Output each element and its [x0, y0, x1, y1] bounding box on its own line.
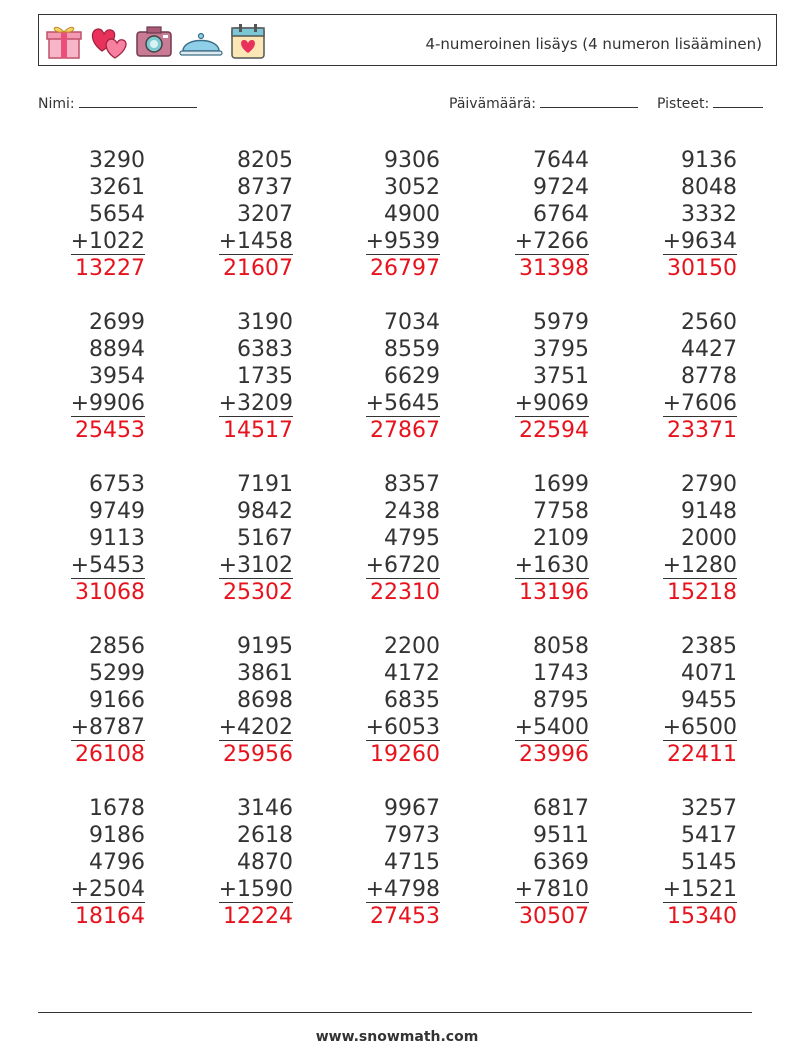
- answer: 14517: [223, 418, 293, 443]
- answer: 31068: [75, 580, 145, 605]
- addend-1: 2790: [681, 472, 737, 497]
- addend-2: 9749: [89, 499, 145, 524]
- addend-2: 8048: [681, 175, 737, 200]
- addend-4: +8787: [70, 715, 145, 740]
- addend-4: +1458: [218, 229, 293, 254]
- addend-2: 9148: [681, 499, 737, 524]
- date-label: Päivämäärä:: [449, 96, 536, 112]
- addend-4-row: [340, 876, 440, 903]
- addition-problem: [340, 471, 440, 606]
- score-field: [657, 93, 763, 112]
- addend-3: 9455: [681, 688, 737, 713]
- addend-3: 3207: [237, 202, 293, 227]
- addend-3: 3954: [89, 364, 145, 389]
- addend-3: 6764: [533, 202, 589, 227]
- addend-4-row: [45, 876, 145, 903]
- addition-problem: [193, 471, 293, 606]
- addend-1: 3290: [89, 148, 145, 173]
- answer: 25453: [75, 418, 145, 443]
- name-field: [38, 93, 197, 112]
- answer: 26797: [370, 256, 440, 281]
- addend-1: 7191: [237, 472, 293, 497]
- addend-4: +6053: [365, 715, 440, 740]
- addend-1: 8357: [384, 472, 440, 497]
- answer: 21607: [223, 256, 293, 281]
- answer: 30150: [667, 256, 737, 281]
- addend-2: 4172: [384, 661, 440, 686]
- addend-1: 2560: [681, 310, 737, 335]
- footer-site: www.snowmath.com: [315, 1029, 479, 1045]
- addend-4: +9069: [514, 391, 589, 416]
- answer: 19260: [370, 742, 440, 767]
- answer: 27867: [370, 418, 440, 443]
- addend-4-row: [193, 714, 293, 741]
- addend-4-row: [489, 552, 589, 579]
- addition-problem: [45, 309, 145, 444]
- addend-3: 2000: [681, 526, 737, 551]
- name-line: [79, 93, 197, 108]
- addend-1: 6753: [89, 472, 145, 497]
- addition-problem: [340, 309, 440, 444]
- addend-4: +1521: [662, 877, 737, 902]
- answer: 26108: [75, 742, 145, 767]
- addend-1: 8205: [237, 148, 293, 173]
- addend-4-row: [193, 390, 293, 417]
- food-cloche-icon: [178, 21, 224, 61]
- date-line: [540, 93, 638, 108]
- addend-2: 8737: [237, 175, 293, 200]
- addend-2: 6383: [237, 337, 293, 362]
- addend-1: 3257: [681, 796, 737, 821]
- addend-1: 2856: [89, 634, 145, 659]
- addend-4: +3209: [218, 391, 293, 416]
- addition-problem: [45, 795, 145, 930]
- addition-problem: [637, 471, 737, 606]
- addend-3: 4795: [384, 526, 440, 551]
- addend-4: +4798: [365, 877, 440, 902]
- addend-1: 2699: [89, 310, 145, 335]
- answer: 23996: [519, 742, 589, 767]
- addend-4: +9634: [662, 229, 737, 254]
- addend-4-row: [489, 714, 589, 741]
- answer: 25956: [223, 742, 293, 767]
- addend-3: 3751: [533, 364, 589, 389]
- addition-problem: [193, 795, 293, 930]
- addend-2: 3861: [237, 661, 293, 686]
- addition-problem: [340, 147, 440, 282]
- addend-4: +6720: [365, 553, 440, 578]
- addend-2: 9511: [533, 823, 589, 848]
- addend-3: 9166: [89, 688, 145, 713]
- addend-4: +7266: [514, 229, 589, 254]
- addend-1: 9195: [237, 634, 293, 659]
- addition-problem: [489, 309, 589, 444]
- addend-2: 3261: [89, 175, 145, 200]
- addend-2: 2618: [237, 823, 293, 848]
- addend-4-row: [45, 228, 145, 255]
- answer: 22594: [519, 418, 589, 443]
- name-label: Nimi:: [38, 96, 75, 112]
- addend-4: +7810: [514, 877, 589, 902]
- addend-4-row: [489, 228, 589, 255]
- footer-divider: [38, 1012, 752, 1013]
- addend-3: 6629: [384, 364, 440, 389]
- addition-problem: [340, 633, 440, 768]
- addend-3: 8698: [237, 688, 293, 713]
- addend-3: 8778: [681, 364, 737, 389]
- answer: 13196: [519, 580, 589, 605]
- addition-problem: [193, 633, 293, 768]
- addend-4-row: [637, 390, 737, 417]
- addend-4-row: [489, 876, 589, 903]
- addition-problem: [489, 471, 589, 606]
- addend-2: 4071: [681, 661, 737, 686]
- addend-1: 8058: [533, 634, 589, 659]
- addend-1: 9306: [384, 148, 440, 173]
- addend-4: +2504: [70, 877, 145, 902]
- addition-problem: [193, 147, 293, 282]
- addend-3: 5167: [237, 526, 293, 551]
- addend-4-row: [193, 552, 293, 579]
- addend-3: 1735: [237, 364, 293, 389]
- addend-4-row: [193, 228, 293, 255]
- addend-1: 3190: [237, 310, 293, 335]
- addend-4-row: [340, 228, 440, 255]
- addition-problem: [489, 633, 589, 768]
- addend-3: 4900: [384, 202, 440, 227]
- addition-problem: [489, 795, 589, 930]
- header-icons: [44, 19, 268, 63]
- answer: 22310: [370, 580, 440, 605]
- addend-4-row: [637, 714, 737, 741]
- addend-3: 8795: [533, 688, 589, 713]
- addition-problem: [637, 147, 737, 282]
- addition-problem: [45, 633, 145, 768]
- addend-1: 7644: [533, 148, 589, 173]
- header-box: [38, 14, 777, 66]
- addend-4-row: [637, 228, 737, 255]
- addend-2: 3052: [384, 175, 440, 200]
- addition-problem: [637, 633, 737, 768]
- addition-problem: [340, 795, 440, 930]
- worksheet-title: 4-numeroinen lisäys (4 numeron lisääminen): [425, 35, 762, 53]
- addend-4-row: [340, 390, 440, 417]
- addend-4: +1280: [662, 553, 737, 578]
- addend-1: 9136: [681, 148, 737, 173]
- addend-2: 2438: [384, 499, 440, 524]
- addend-2: 8894: [89, 337, 145, 362]
- addend-1: 5979: [533, 310, 589, 335]
- calendar-heart-icon: [228, 21, 268, 61]
- addend-1: 1678: [89, 796, 145, 821]
- addend-4: +1590: [218, 877, 293, 902]
- answer: 12224: [223, 904, 293, 929]
- addend-4: +5400: [514, 715, 589, 740]
- addend-1: 6817: [533, 796, 589, 821]
- answer: 15218: [667, 580, 737, 605]
- addition-problem: [45, 471, 145, 606]
- answer: 31398: [519, 256, 589, 281]
- addend-3: 4715: [384, 850, 440, 875]
- addend-2: 8559: [384, 337, 440, 362]
- addend-3: 4870: [237, 850, 293, 875]
- addition-problem: [45, 147, 145, 282]
- addend-2: 9724: [533, 175, 589, 200]
- addend-2: 7973: [384, 823, 440, 848]
- addend-1: 9967: [384, 796, 440, 821]
- answer: 18164: [75, 904, 145, 929]
- date-field: [449, 93, 638, 112]
- addend-2: 5417: [681, 823, 737, 848]
- answer: 13227: [75, 256, 145, 281]
- addend-4: +5645: [365, 391, 440, 416]
- addend-2: 4427: [681, 337, 737, 362]
- addend-2: 5299: [89, 661, 145, 686]
- addend-4: +7606: [662, 391, 737, 416]
- addend-3: 6369: [533, 850, 589, 875]
- addend-4-row: [193, 876, 293, 903]
- hearts-icon: [88, 21, 130, 61]
- addend-4-row: [340, 552, 440, 579]
- answer: 15340: [667, 904, 737, 929]
- addend-4: +1022: [70, 229, 145, 254]
- addend-4-row: [45, 390, 145, 417]
- addend-3: 5654: [89, 202, 145, 227]
- answer: 22411: [667, 742, 737, 767]
- addend-3: 3332: [681, 202, 737, 227]
- addend-3: 6835: [384, 688, 440, 713]
- addition-problem: [637, 795, 737, 930]
- addend-4-row: [45, 552, 145, 579]
- addend-3: 5145: [681, 850, 737, 875]
- addend-3: 4796: [89, 850, 145, 875]
- addend-1: 2385: [681, 634, 737, 659]
- addend-4-row: [489, 390, 589, 417]
- answer: 25302: [223, 580, 293, 605]
- addend-1: 3146: [237, 796, 293, 821]
- addend-4: +9539: [365, 229, 440, 254]
- addend-1: 1699: [533, 472, 589, 497]
- addition-problem: [193, 309, 293, 444]
- addend-4: +4202: [218, 715, 293, 740]
- camera-icon: [134, 21, 174, 61]
- addend-1: 7034: [384, 310, 440, 335]
- addend-1: 2200: [384, 634, 440, 659]
- addend-4: +1630: [514, 553, 589, 578]
- addition-problem: [489, 147, 589, 282]
- gift-icon: [44, 21, 84, 61]
- answer: 30507: [519, 904, 589, 929]
- addition-problem: [637, 309, 737, 444]
- score-line: [713, 93, 763, 108]
- score-label: Pisteet:: [657, 96, 710, 112]
- addend-4: +5453: [70, 553, 145, 578]
- addend-4: +9906: [70, 391, 145, 416]
- addend-2: 3795: [533, 337, 589, 362]
- addend-2: 7758: [533, 499, 589, 524]
- addend-2: 1743: [533, 661, 589, 686]
- addend-2: 9186: [89, 823, 145, 848]
- addend-4-row: [637, 552, 737, 579]
- addend-4: +6500: [662, 715, 737, 740]
- addend-4-row: [45, 714, 145, 741]
- answer: 23371: [667, 418, 737, 443]
- answer: 27453: [370, 904, 440, 929]
- addend-2: 9842: [237, 499, 293, 524]
- addend-3: 2109: [533, 526, 589, 551]
- addend-4-row: [637, 876, 737, 903]
- addend-4: +3102: [218, 553, 293, 578]
- addend-3: 9113: [89, 526, 145, 551]
- addend-4-row: [340, 714, 440, 741]
